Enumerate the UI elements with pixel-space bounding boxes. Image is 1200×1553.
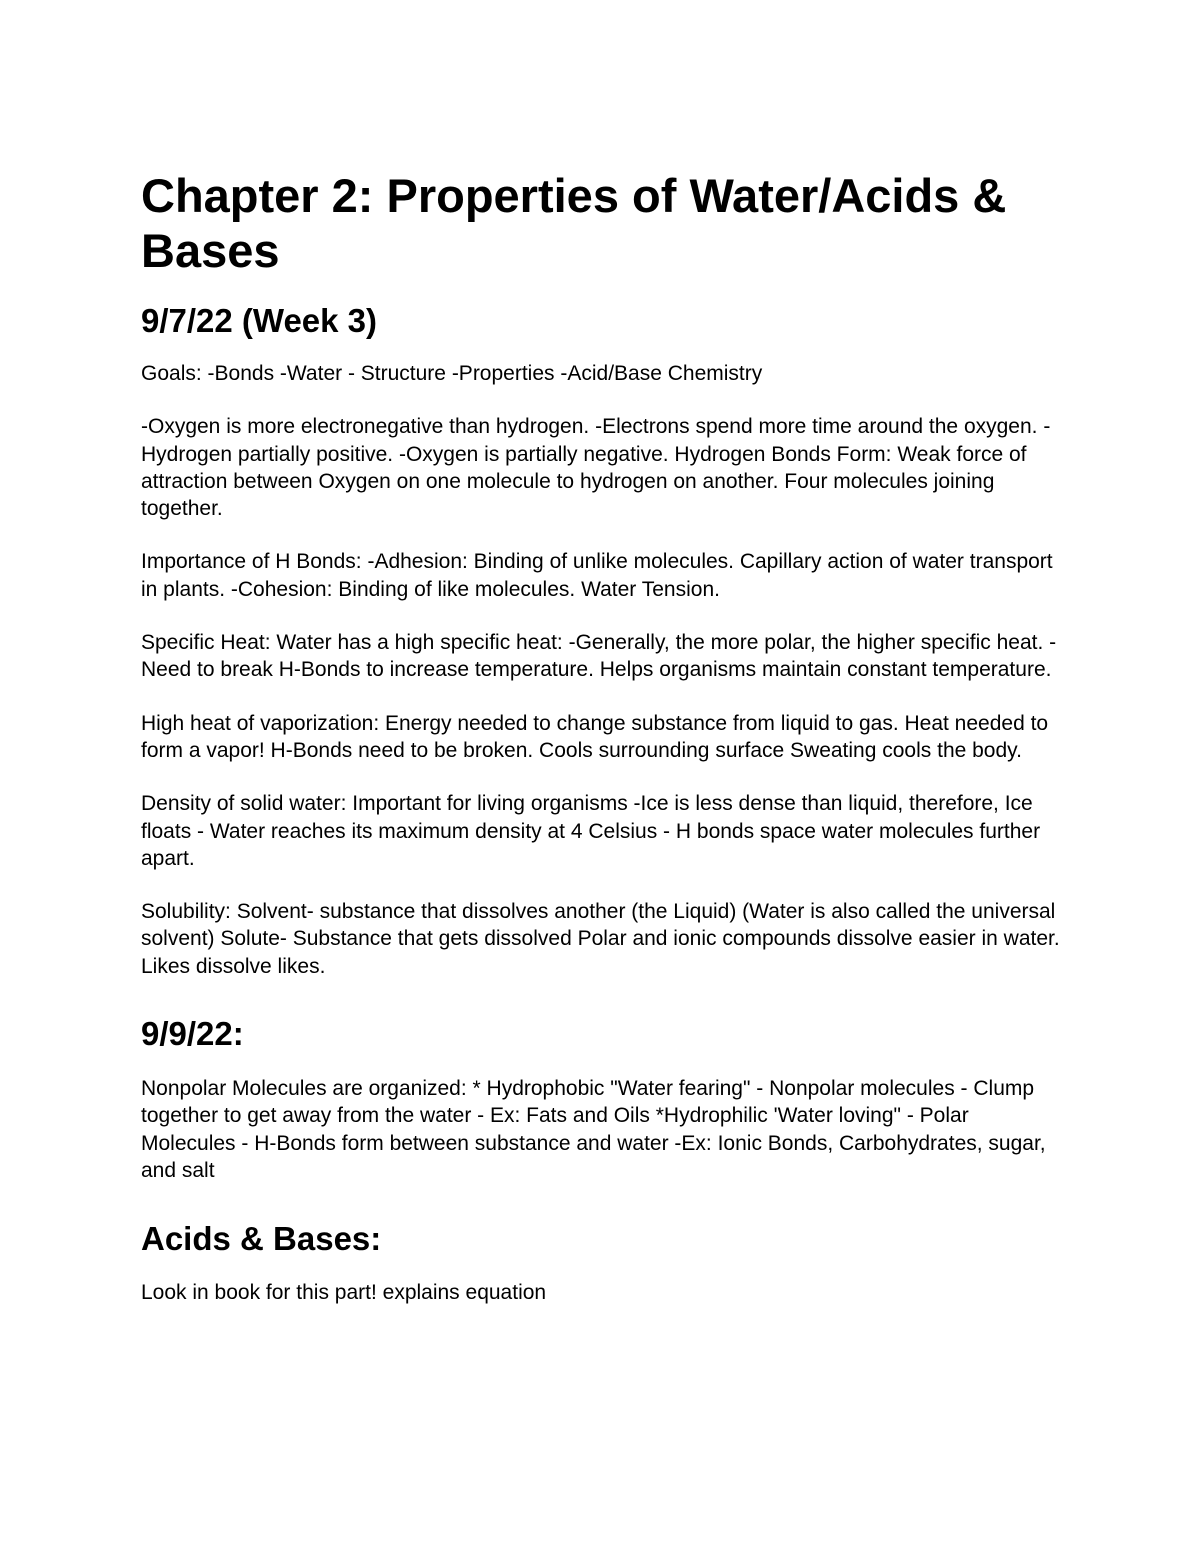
paragraph-solubility: Solubility: Solvent- substance that dissolves another (the Liquid) (Water is also called the universal solvent) Solute- Substance that gets dissolved Polar and ionic compounds dissolve easier in water. Likes dissolve likes.: [141, 900, 1060, 978]
heading-week-3: 9/7/22 (Week 3): [141, 302, 378, 339]
paragraph-specific-heat: Specific Heat: Water has a high specific heat: -Generally, the more polar, the higher specific heat. -Need to break H-Bonds to increase temperature. Helps organisms maintain constant temperature.: [141, 631, 1057, 682]
page-title: Chapter 2: Properties of Water/Acids & Bases: [141, 169, 1007, 277]
paragraph-book-note: Look in book for this part! explains equation: [141, 1281, 547, 1305]
paragraph-density: Density of solid water: Important for living organisms -Ice is less dense than liquid, therefore, Ice floats - Water reaches its maximum density at 4 Celsius - H bonds space water molecules further apart.: [141, 792, 1041, 870]
document-page: [141, 168, 1061, 1307]
paragraph-oxygen: -Oxygen is more electronegative than hydrogen. -Electrons spend more time around the oxygen. -Hydrogen partially positive. -Oxygen is partially negative. Hydrogen Bonds Form: Weak force of attraction between Oxygen on one molecule to hydrogen on another. Four molecules joining together.: [141, 415, 1051, 521]
paragraph-vaporization: High heat of vaporization: Energy needed to change substance from liquid to gas. Heat needed to form a vapor! H-Bonds need to be broken. Cools surrounding surface Sweating cools the body.: [141, 711, 1049, 762]
paragraph-goals: Goals: -Bonds -Water - Structure -Properties -Acid/Base Chemistry: [141, 362, 763, 385]
heading-sept-9: 9/9/22:: [141, 1015, 244, 1053]
paragraph-h-bonds: Importance of H Bonds: -Adhesion: Binding of unlike molecules. Capillary action of water transport in plants. -Cohesion: Binding of like molecules. Water Tension.: [141, 550, 1053, 601]
heading-acids-bases: Acids & Bases:: [141, 1220, 382, 1258]
paragraph-nonpolar: Nonpolar Molecules are organized: * Hydrophobic "Water fearing" - Nonpolar molecules - Clump together to get away from the water - Ex: Fats and Oils *Hydrophilic 'Water loving" - Polar Molecules - H-Bonds form between substance and water -Ex: Ionic Bonds, Carbohydrates, sugar, and salt: [141, 1077, 1046, 1182]
